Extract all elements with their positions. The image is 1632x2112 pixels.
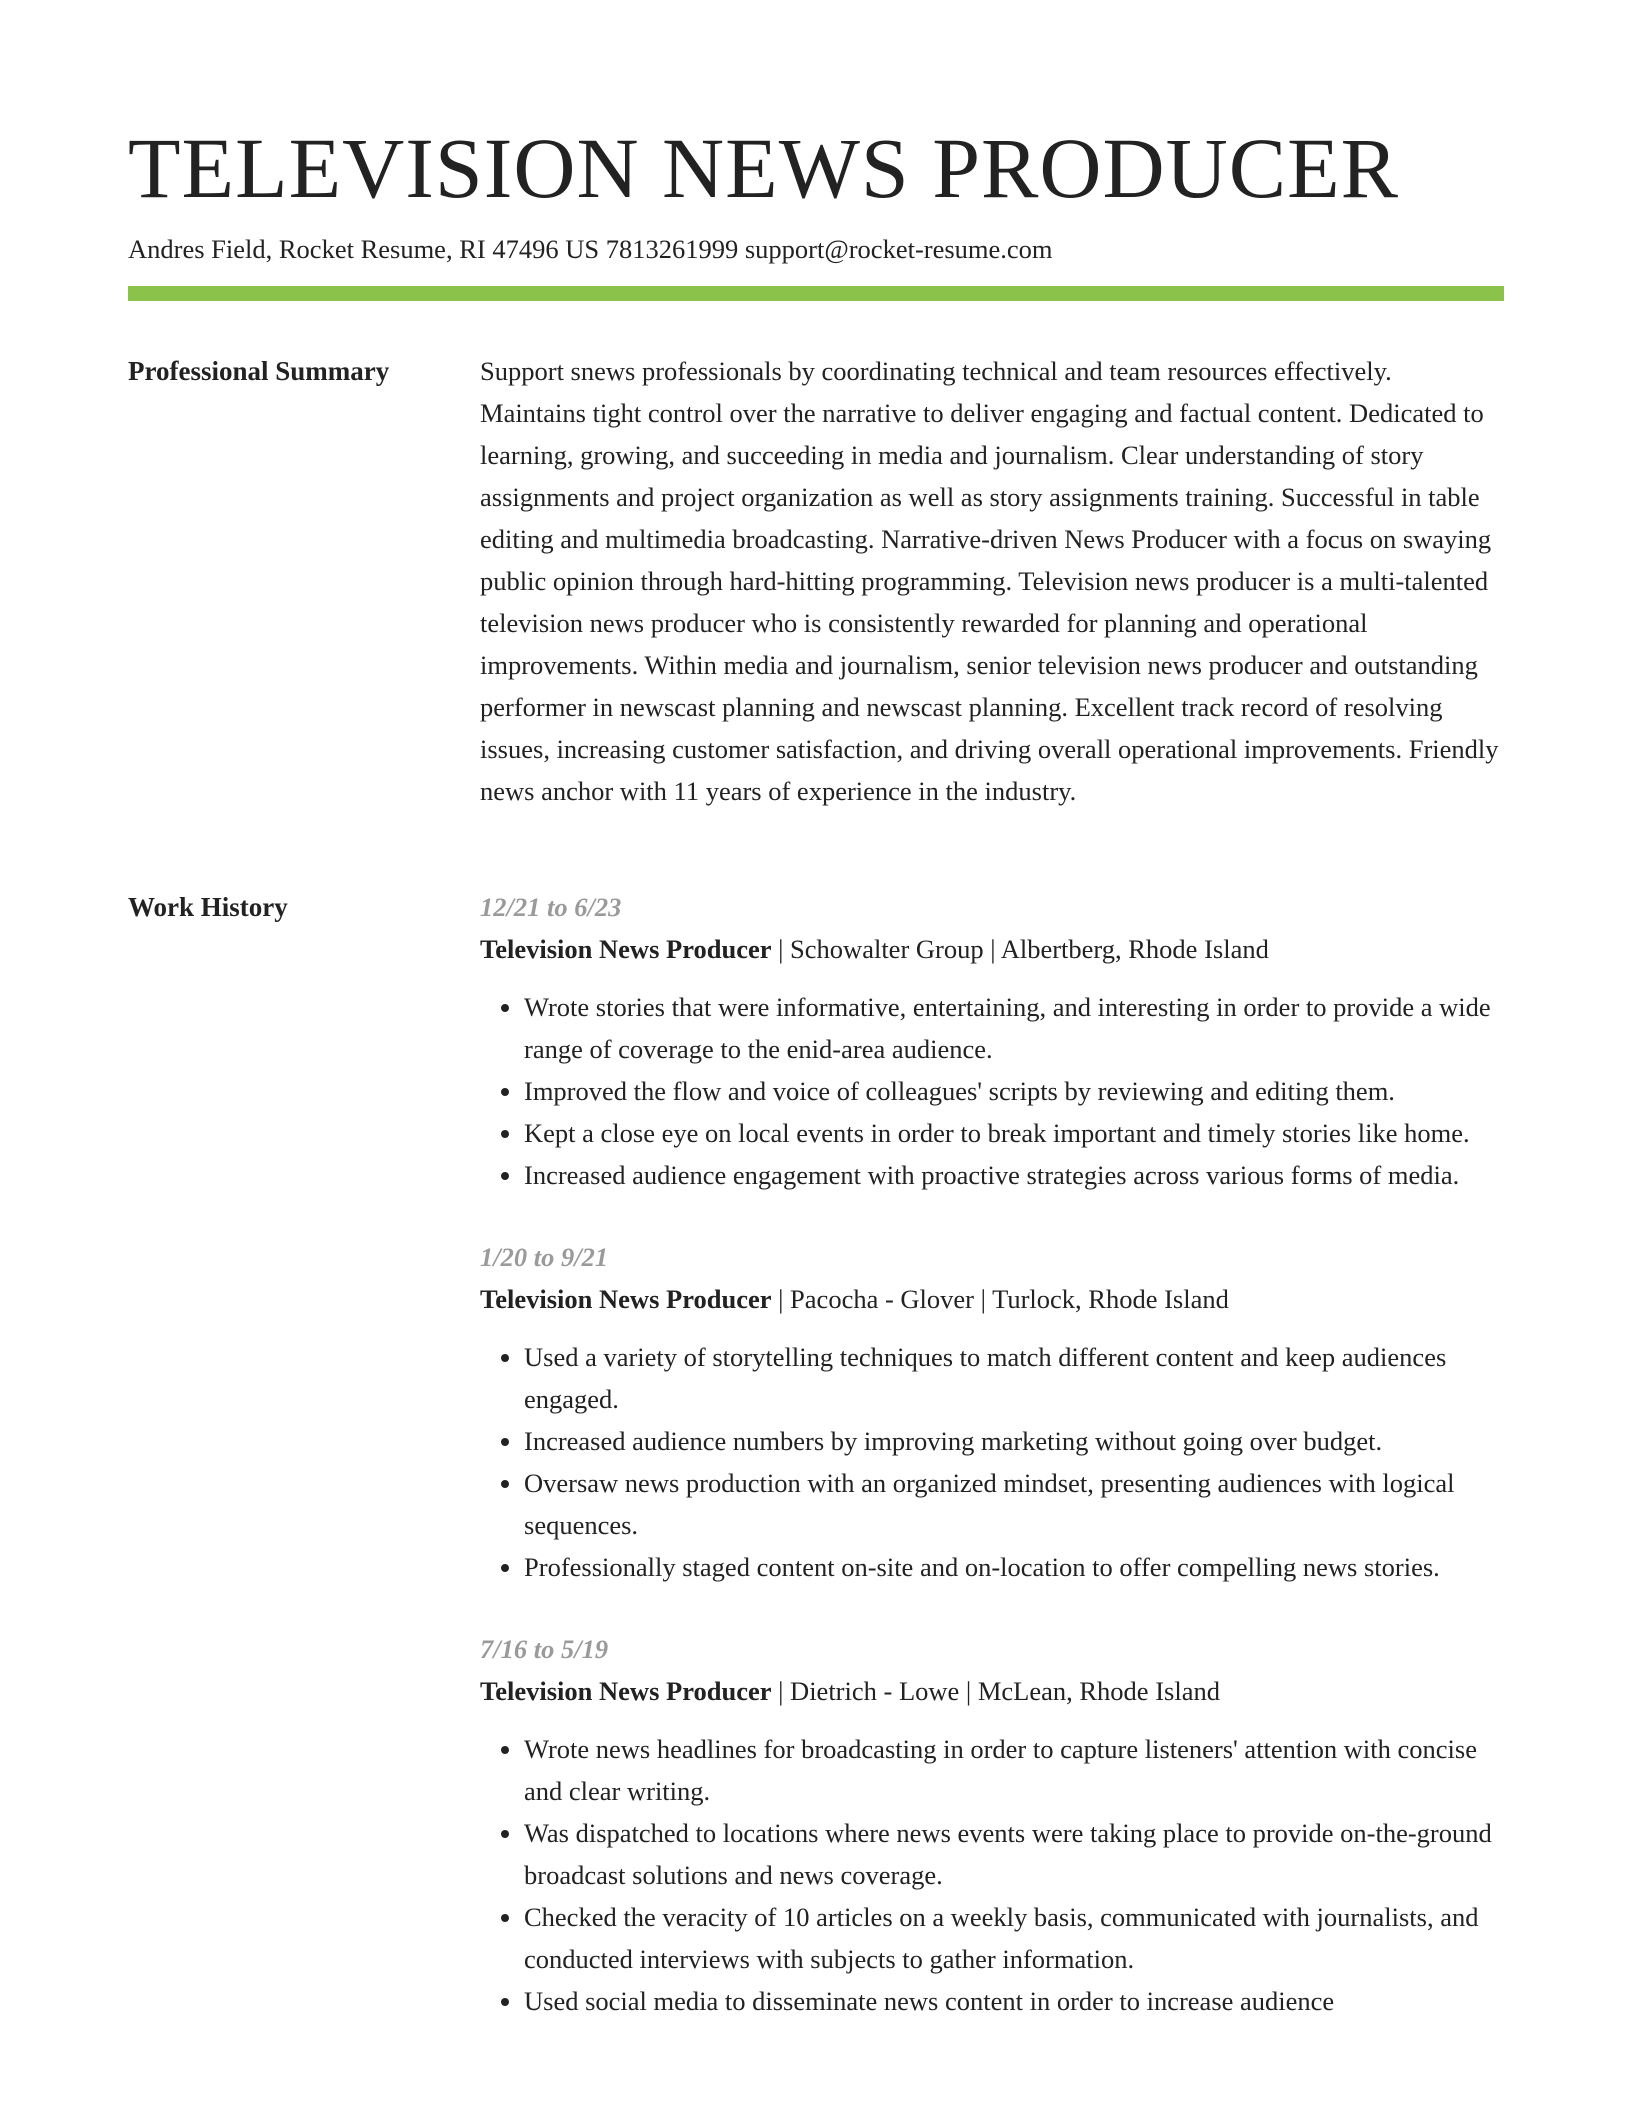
- job-title-line: [480, 928, 1504, 970]
- summary-text: Support snews professionals by coordinating technical and team resources effectively. Maintains tight control over the narrative to deliver engaging and factual content. Dedicated to learning, growing, and succeeding in media and journalism. Clear understanding of story assignments and project organization as well as story assignments training. Successful in table editing and multimedia broadcasting. Narrative-driven News Producer with a focus on swaying public opinion through hard-hitting programming. Television news producer is a multi-talented television news producer who is consistently rewarded for planning and operational improvements. Within media and journalism, senior television news producer and outstanding performer in newscast planning and newscast planning. Excellent track record of resolving issues, increasing customer satisfaction, and driving overall operational improvements. Friendly news anchor with 11 years of experience in the industry.: [480, 356, 1499, 806]
- job-role: Television News Producer: [480, 1284, 772, 1314]
- job-title-line: [480, 1670, 1504, 1712]
- job-entry: [480, 1236, 1504, 1588]
- job-entry: [480, 886, 1504, 1196]
- job-bullet: • Used social media to disseminate news content in order to increase audience: [524, 1980, 1504, 2022]
- job-details: | Pacocha - Glover | Turlock, Rhode Island: [771, 1284, 1229, 1314]
- job-bullet: • Increased audience engagement with proactive strategies across various forms of media.: [524, 1154, 1504, 1196]
- job-bullets: [480, 1336, 1504, 1588]
- job-dates: 1/20 to 9/21: [480, 1242, 609, 1272]
- job-bullet: • Improved the flow and voice of colleagues' scripts by reviewing and editing them.: [524, 1070, 1504, 1112]
- job-entry: [480, 1628, 1504, 2022]
- job-bullet: • Increased audience numbers by improving marketing without going over budget.: [524, 1420, 1504, 1462]
- job-bullet: • Checked the veracity of 10 articles on a weekly basis, communicated with journalists, and conducted interviews with subjects to gather information.: [524, 1896, 1504, 1980]
- header-divider: [128, 286, 1504, 301]
- job-bullets: [480, 1728, 1504, 2022]
- job-bullet: • Used a variety of storytelling techniques to match different content and keep audiences engaged.: [524, 1336, 1504, 1420]
- job-bullet: • Was dispatched to locations where news events were taking place to provide on-the-ground broadcast solutions and news coverage.: [524, 1812, 1504, 1896]
- job-role: Television News Producer: [480, 934, 772, 964]
- work-history-heading: Work History: [128, 892, 288, 922]
- job-bullets: [480, 986, 1504, 1196]
- job-dates: 7/16 to 5/19: [480, 1634, 609, 1664]
- job-bullet: • Wrote stories that were informative, entertaining, and interesting in order to provide a wide range of coverage to the enid-area audience.: [524, 986, 1504, 1070]
- resume-title: TELEVISION NEWS PRODUCER: [128, 120, 1399, 216]
- contact-info: Andres Field, Rocket Resume, RI 47496 US 7813261999 support@rocket-resume.com: [128, 234, 1053, 264]
- job-details: | Dietrich - Lowe | McLean, Rhode Island: [771, 1676, 1220, 1706]
- job-bullet: • Kept a close eye on local events in order to break important and timely stories like home.: [524, 1112, 1504, 1154]
- job-dates: 12/21 to 6/23: [480, 892, 622, 922]
- job-bullet: • Wrote news headlines for broadcasting in order to capture listeners' attention with concise and clear writing.: [524, 1728, 1504, 1812]
- summary-heading: Professional Summary: [128, 356, 390, 386]
- work-history-section: [480, 886, 1504, 2022]
- job-details: | Schowalter Group | Albertberg, Rhode Island: [771, 934, 1269, 964]
- job-role: Television News Producer: [480, 1676, 772, 1706]
- summary-section: [480, 350, 1504, 812]
- job-bullet: • Professionally staged content on-site and on-location to offer compelling news stories.: [524, 1546, 1504, 1588]
- job-title-line: [480, 1278, 1504, 1320]
- job-bullet: • Oversaw news production with an organized mindset, presenting audiences with logical sequences.: [524, 1462, 1504, 1546]
